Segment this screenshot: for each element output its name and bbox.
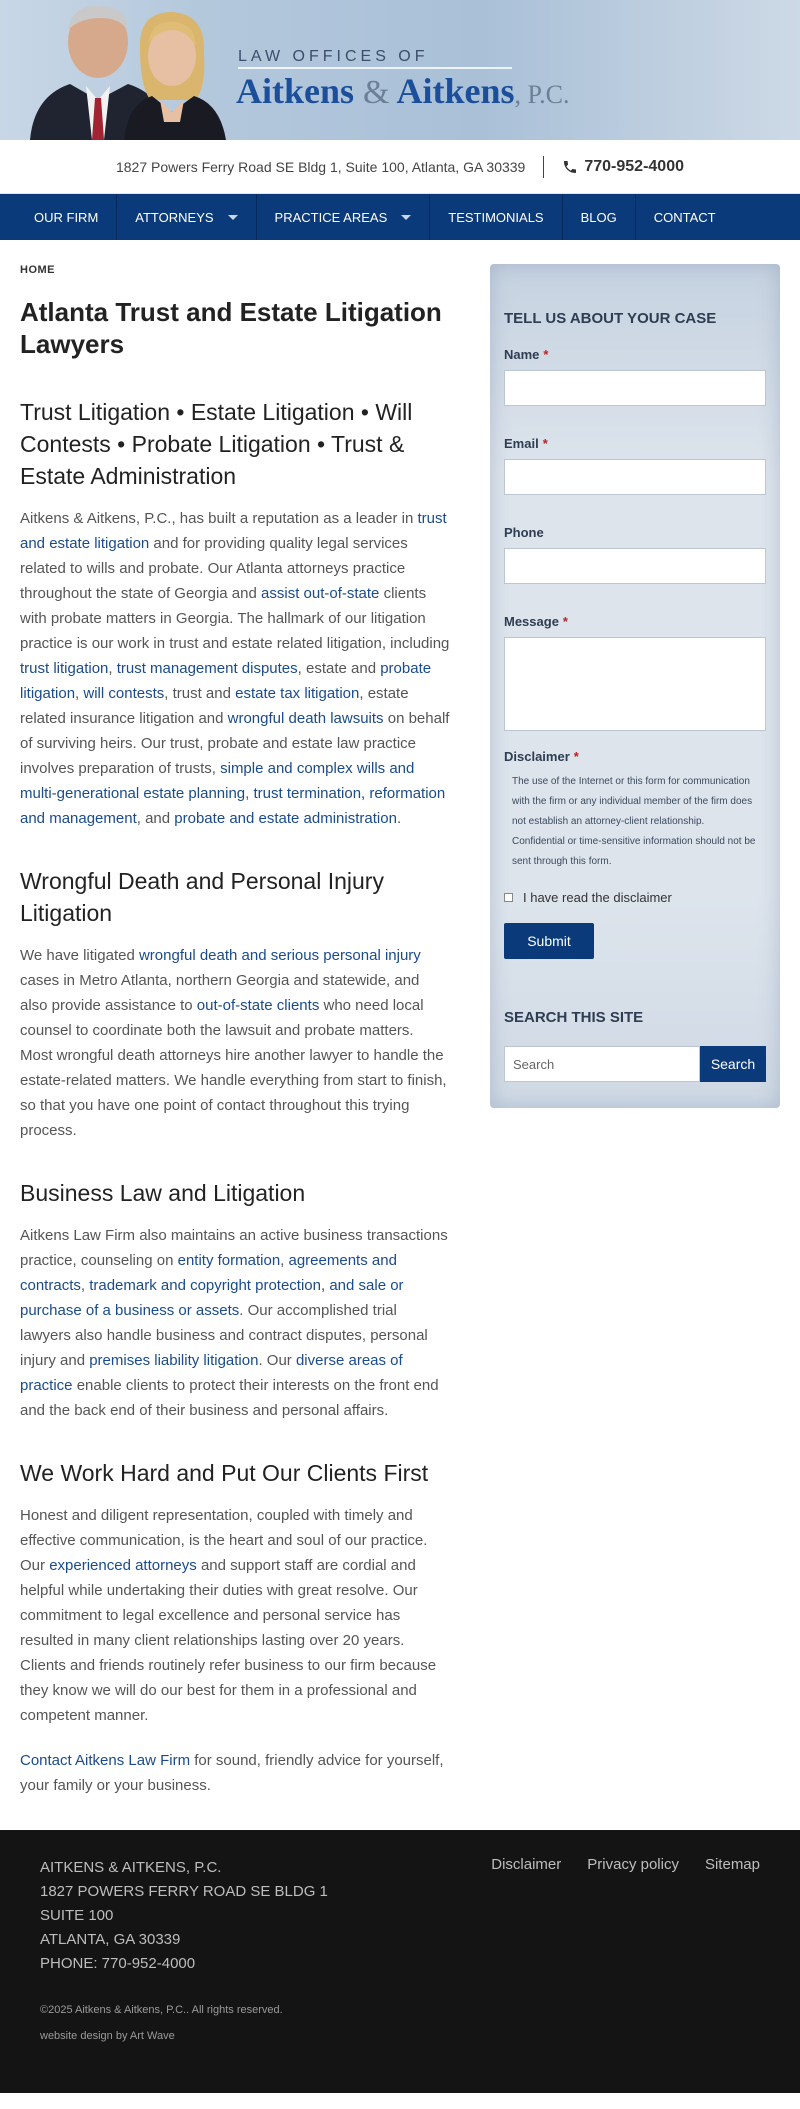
body-text: Aitkens & Aitkens, P.C., has built a reputation as a leader in: [20, 510, 418, 527]
nav-item-label: CONTACT: [653, 209, 716, 225]
section-body: [20, 1748, 450, 1798]
required-mark: *: [543, 347, 549, 362]
body-text: on behalf of surviving heirs. Our trust, probate and estate law practice involves preparation of trusts,: [20, 710, 450, 777]
section-heading: Business Law and Litigation: [20, 1180, 306, 1206]
nav-item-our-firm[interactable]: [16, 194, 117, 240]
footer-links: [491, 1856, 760, 1873]
submit-button[interactable]: Submit: [504, 923, 594, 959]
disclaimer-text: The use of the Internet or this form for communication with the firm or any individual member of the firm does not establish an attorney-client relationship. Confidential or time-sensitive information should not be sent through this form.: [512, 776, 756, 867]
design-credit[interactable]: website design by Art Wave: [40, 2030, 175, 2042]
phone-number: 770-952-4000: [584, 157, 684, 175]
nav-item-label: OUR FIRM: [34, 209, 99, 225]
body-text: , estate and: [297, 660, 381, 677]
message-field[interactable]: [504, 637, 766, 731]
nav-item-contact[interactable]: [636, 194, 734, 240]
nav-item-label: BLOG: [580, 209, 617, 225]
section-body: [20, 1503, 450, 1728]
label-text: Email: [504, 436, 539, 451]
body-text: ,: [75, 685, 84, 702]
contact-panel: [490, 264, 780, 1108]
link-trademark-copyright[interactable]: trademark and copyright protection, and sale or purchase of a business or assets: [20, 1277, 404, 1319]
copyright: ©2025 Aitkens & Aitkens, P.C.. All rights reserved.: [40, 2004, 283, 2016]
body-text: clients with probate matters in Georgia. The hallmark of our litigation practice is our work in trust and estate related litigation, including: [20, 585, 450, 652]
address-bar: [0, 140, 800, 194]
brand-suffix: , P.C.: [514, 80, 570, 109]
search-input[interactable]: Search: [504, 1046, 700, 1082]
body-text: cases in Metro Atlanta, northern Georgia and statewide, and also provide assistance to: [20, 972, 420, 1014]
link-wrongful-death-lawsuits[interactable]: wrongful death lawsuits: [227, 710, 384, 727]
search-button[interactable]: Search: [700, 1046, 766, 1082]
brand-divider: [238, 67, 512, 69]
link-trust-termination[interactable]: trust termination, reformation and management: [20, 785, 446, 827]
link-wrongful-death-injury[interactable]: wrongful death and serious personal injury: [138, 947, 421, 964]
checkbox-label: I have read the disclaimer: [523, 890, 672, 905]
label-text: Message: [504, 614, 559, 629]
link-probate-litigation[interactable]: probate litigation: [20, 660, 432, 702]
main-content: [20, 240, 450, 1798]
content-wrapper: [0, 240, 800, 1798]
site-logo[interactable]: [236, 70, 569, 112]
body-text: ,: [108, 660, 117, 677]
body-text: enable clients to protect their interests on the front end and the back end of their business and personal affairs.: [20, 1377, 439, 1419]
body-text: . Our: [258, 1352, 296, 1369]
footer-firm-name: AITKENS & AITKENS, P.C.: [40, 1859, 222, 1876]
section-heading: Trust Litigation • Estate Litigation • Will Contests • Probate Litigation • Trust & Estate Administration: [20, 399, 413, 489]
body-text: , trust and: [164, 685, 236, 702]
brand-name-second: Aitkens: [396, 71, 515, 111]
address-divider: [543, 156, 544, 178]
link-probate-administration[interactable]: probate and estate administration: [174, 810, 397, 827]
required-mark: *: [562, 614, 568, 629]
main-nav: [0, 194, 800, 240]
name-label: [504, 347, 766, 362]
link-estate-tax-litigation[interactable]: estate tax litigation: [235, 685, 360, 702]
link-entity-formation[interactable]: entity formation: [177, 1252, 281, 1269]
brand-name-first: Aitkens: [236, 71, 355, 111]
body-text: , estate related insurance litigation and: [20, 685, 409, 727]
page-title: Atlanta Trust and Estate Litigation Lawyers: [20, 297, 442, 359]
body-text: and support staff are cordial and helpful while undertaking their duties with great resolve. Our commitment to legal excellence and personal service has resulted in many client relationships lasting over 20 years. Clients and friends routinely refer business to our firm because they know we will do our best for them in a professional and competent manner.: [20, 1557, 437, 1724]
name-field[interactable]: [504, 370, 766, 406]
footer-link-privacy[interactable]: Privacy policy: [587, 1856, 679, 1873]
brand-ampersand: &: [363, 74, 390, 111]
body-text: Honest and diligent representation, coupled with timely and effective communication, is the heart and soul of our practice. Our: [20, 1507, 428, 1574]
footer-address: [40, 1856, 330, 1976]
body-text: .: [396, 810, 402, 827]
site-header: [0, 0, 800, 140]
label-text: Name: [504, 347, 540, 362]
sidebar: [490, 264, 780, 1798]
phone-icon: [562, 159, 578, 175]
link-agreements-contracts[interactable]: agreements and contracts: [20, 1252, 397, 1294]
phone-link[interactable]: [562, 158, 684, 176]
footer-link-sitemap[interactable]: Sitemap: [704, 1856, 760, 1873]
body-text: We have litigated: [20, 947, 139, 964]
body-text: , and: [136, 810, 175, 827]
chevron-down-icon: [228, 215, 238, 220]
link-out-of-state-clients[interactable]: out-of-state clients: [196, 997, 320, 1014]
search-title: SEARCH THIS SITE: [504, 1009, 644, 1026]
section-wrongful-death: [20, 865, 450, 1143]
nav-item-label: ATTORNEYS: [135, 209, 214, 225]
footer-street: 1827 POWERS FERRY ROAD SE BLDG 1: [40, 1883, 328, 1900]
link-contact-firm[interactable]: Contact Aitkens Law Firm: [20, 1752, 191, 1769]
form-title: TELL US ABOUT YOUR CASE: [504, 310, 717, 327]
link-practice-areas[interactable]: diverse areas of practice: [20, 1352, 403, 1394]
link-experienced-attorneys[interactable]: experienced attorneys: [49, 1557, 197, 1574]
footer-link-disclaimer[interactable]: Disclaimer: [491, 1856, 562, 1873]
label-text: Disclaimer: [504, 749, 570, 764]
body-text: for sound, friendly advice for yourself, your family or your business.: [20, 1752, 444, 1794]
search-form: [504, 1046, 766, 1082]
body-text: ,: [280, 1252, 289, 1269]
phone-field[interactable]: [504, 548, 766, 584]
section-body: [20, 506, 450, 831]
section-clients-first: [20, 1457, 450, 1798]
brand-pretitle: LAW OFFICES OF: [238, 48, 429, 65]
message-label: [504, 614, 766, 629]
site-footer: [0, 1830, 800, 2093]
footer-suite: SUITE 100: [40, 1907, 114, 1924]
link-premises-liability[interactable]: premises liability litigation: [89, 1352, 259, 1369]
nav-item-label: TESTIMONIALS: [448, 209, 544, 225]
nav-item-testimonials[interactable]: [430, 194, 562, 240]
section-body: [20, 1223, 450, 1423]
body-text: Aitkens Law Firm also maintains an active business transactions practice, counseling on: [20, 1227, 448, 1269]
required-mark: *: [542, 436, 548, 451]
footer-phone[interactable]: PHONE: 770-952-4000: [40, 1955, 196, 1972]
footer-city: ATLANTA, GA 30339: [40, 1931, 181, 1948]
email-field[interactable]: [504, 459, 766, 495]
section-business-law: [20, 1177, 450, 1423]
section-heading: Wrongful Death and Personal Injury Litigation: [20, 868, 384, 926]
nav-item-attorneys[interactable]: [117, 194, 256, 240]
nav-item-blog[interactable]: [563, 194, 636, 240]
chevron-down-icon: [401, 215, 411, 220]
body-text: and for providing quality legal services related to wills and probate. Our Atlanta attorneys practice throughout the state of Georgia and: [20, 535, 408, 602]
body-text: who need local counsel to coordinate both the lawsuit and probate matters. Most wrongful death attorneys hire another lawyer to handle the estate-related matters. We handle everything from start to finish, so that you have one point of contact throughout this trying process.: [20, 997, 447, 1139]
disclaimer-label: [504, 749, 766, 764]
nav-item-label: PRACTICE AREAS: [274, 209, 388, 225]
disclaimer-checkbox[interactable]: [504, 893, 513, 902]
link-will-contests[interactable]: will contests: [83, 685, 165, 702]
section-body: [20, 943, 450, 1143]
body-text: ,: [245, 785, 254, 802]
nav-item-practice-areas[interactable]: [257, 194, 431, 240]
section-heading: We Work Hard and Put Our Clients First: [20, 1460, 429, 1486]
link-trust-management-disputes[interactable]: trust management disputes: [116, 660, 298, 677]
breadcrumb[interactable]: HOME: [20, 264, 55, 276]
link-wills-estate-planning[interactable]: simple and complex wills and multi-generational estate planning: [20, 760, 415, 802]
link-out-of-state[interactable]: assist out-of-state: [261, 585, 380, 602]
body-text: . Our accomplished trial lawyers also handle business and contract disputes, personal injury and: [20, 1302, 428, 1369]
link-trust-litigation[interactable]: trust litigation: [20, 660, 109, 677]
attorneys-photo: [0, 0, 240, 140]
section-trust-litigation: [20, 396, 450, 831]
email-label: [504, 436, 766, 451]
required-mark: *: [573, 749, 579, 764]
office-address: 1827 Powers Ferry Road SE Bldg 1, Suite 100, Atlanta, GA 30339: [115, 158, 526, 175]
link-trust-estate-litigation[interactable]: trust and estate litigation: [20, 510, 447, 552]
body-text: ,: [80, 1277, 90, 1294]
phone-label: Phone: [504, 525, 544, 540]
disclaimer-checkbox-row: [504, 890, 766, 905]
